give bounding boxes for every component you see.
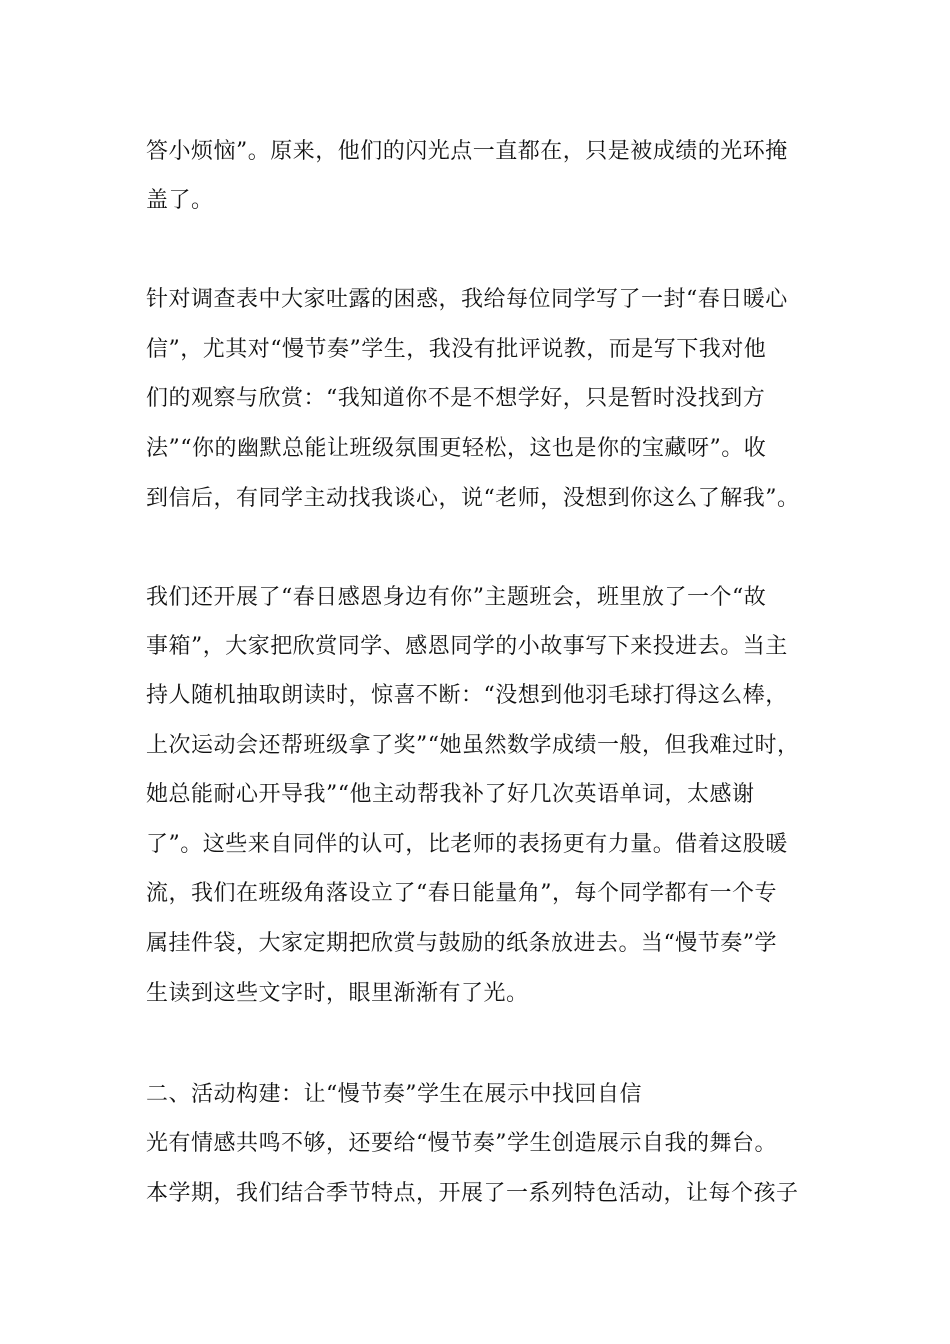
text-line: 了”。这些来自同伴的认可，比老师的表扬更有力量。借着这股暖 (146, 832, 788, 857)
text-line: 本学期，我们结合季节特点，开展了一系列特色活动，让每个孩子 (146, 1181, 799, 1206)
text-line: 们的观察与欣赏：“我知道你不是不想学好，只是暂时没找到方 (146, 386, 766, 411)
text-line: 盖了。 (146, 188, 214, 213)
text-line: 事箱”，大家把欣赏同学、感恩同学的小故事写下来投进去。当主 (146, 634, 788, 659)
text-line: 属挂件袋，大家定期把欣赏与鼓励的纸条放进去。当“慢节奏”学 (146, 931, 777, 956)
text-line: 流，我们在班级角落设立了“春日能量角”，每个同学都有一个专 (146, 881, 777, 906)
text-line: 上次运动会还帮班级拿了奖”“她虽然数学成绩一般，但我难过时， (146, 733, 800, 758)
text-line: 我们还开展了“春日感恩身边有你”主题班会，班里放了一个“故 (146, 585, 767, 610)
text-line: 到信后，有同学主动找我谈心，说“老师，没想到你这么了解我”。 (146, 486, 800, 511)
text-line: 法”“你的幽默总能让班级氛围更轻松，这也是你的宝藏呀”。收 (146, 436, 767, 461)
text-line: 光有情感共鸣不够，还要给“慢节奏”学生创造展示自我的舞台。 (146, 1131, 777, 1156)
text-line: 生读到这些文字时，眼里渐渐有了光。 (146, 981, 529, 1006)
text-line: 持人随机抽取朗读时，惊喜不断：“没想到他羽毛球打得这么棒， (146, 683, 788, 708)
text-line: 答小烦恼”。原来，他们的闪光点一直都在，只是被成绩的光环掩 (146, 139, 788, 164)
text-line: 针对调查表中大家吐露的困惑，我给每位同学写了一封“春日暖心 (146, 287, 788, 312)
section-heading: 二、活动构建：让“慢节奏”学生在展示中找回自信 (146, 1082, 642, 1107)
text-line: 信”，尤其对“慢节奏”学生，我没有批评说教，而是写下我对他 (146, 337, 767, 362)
text-line: 她总能耐心开导我”“他主动帮我补了好几次英语单词，太感谢 (146, 782, 755, 807)
